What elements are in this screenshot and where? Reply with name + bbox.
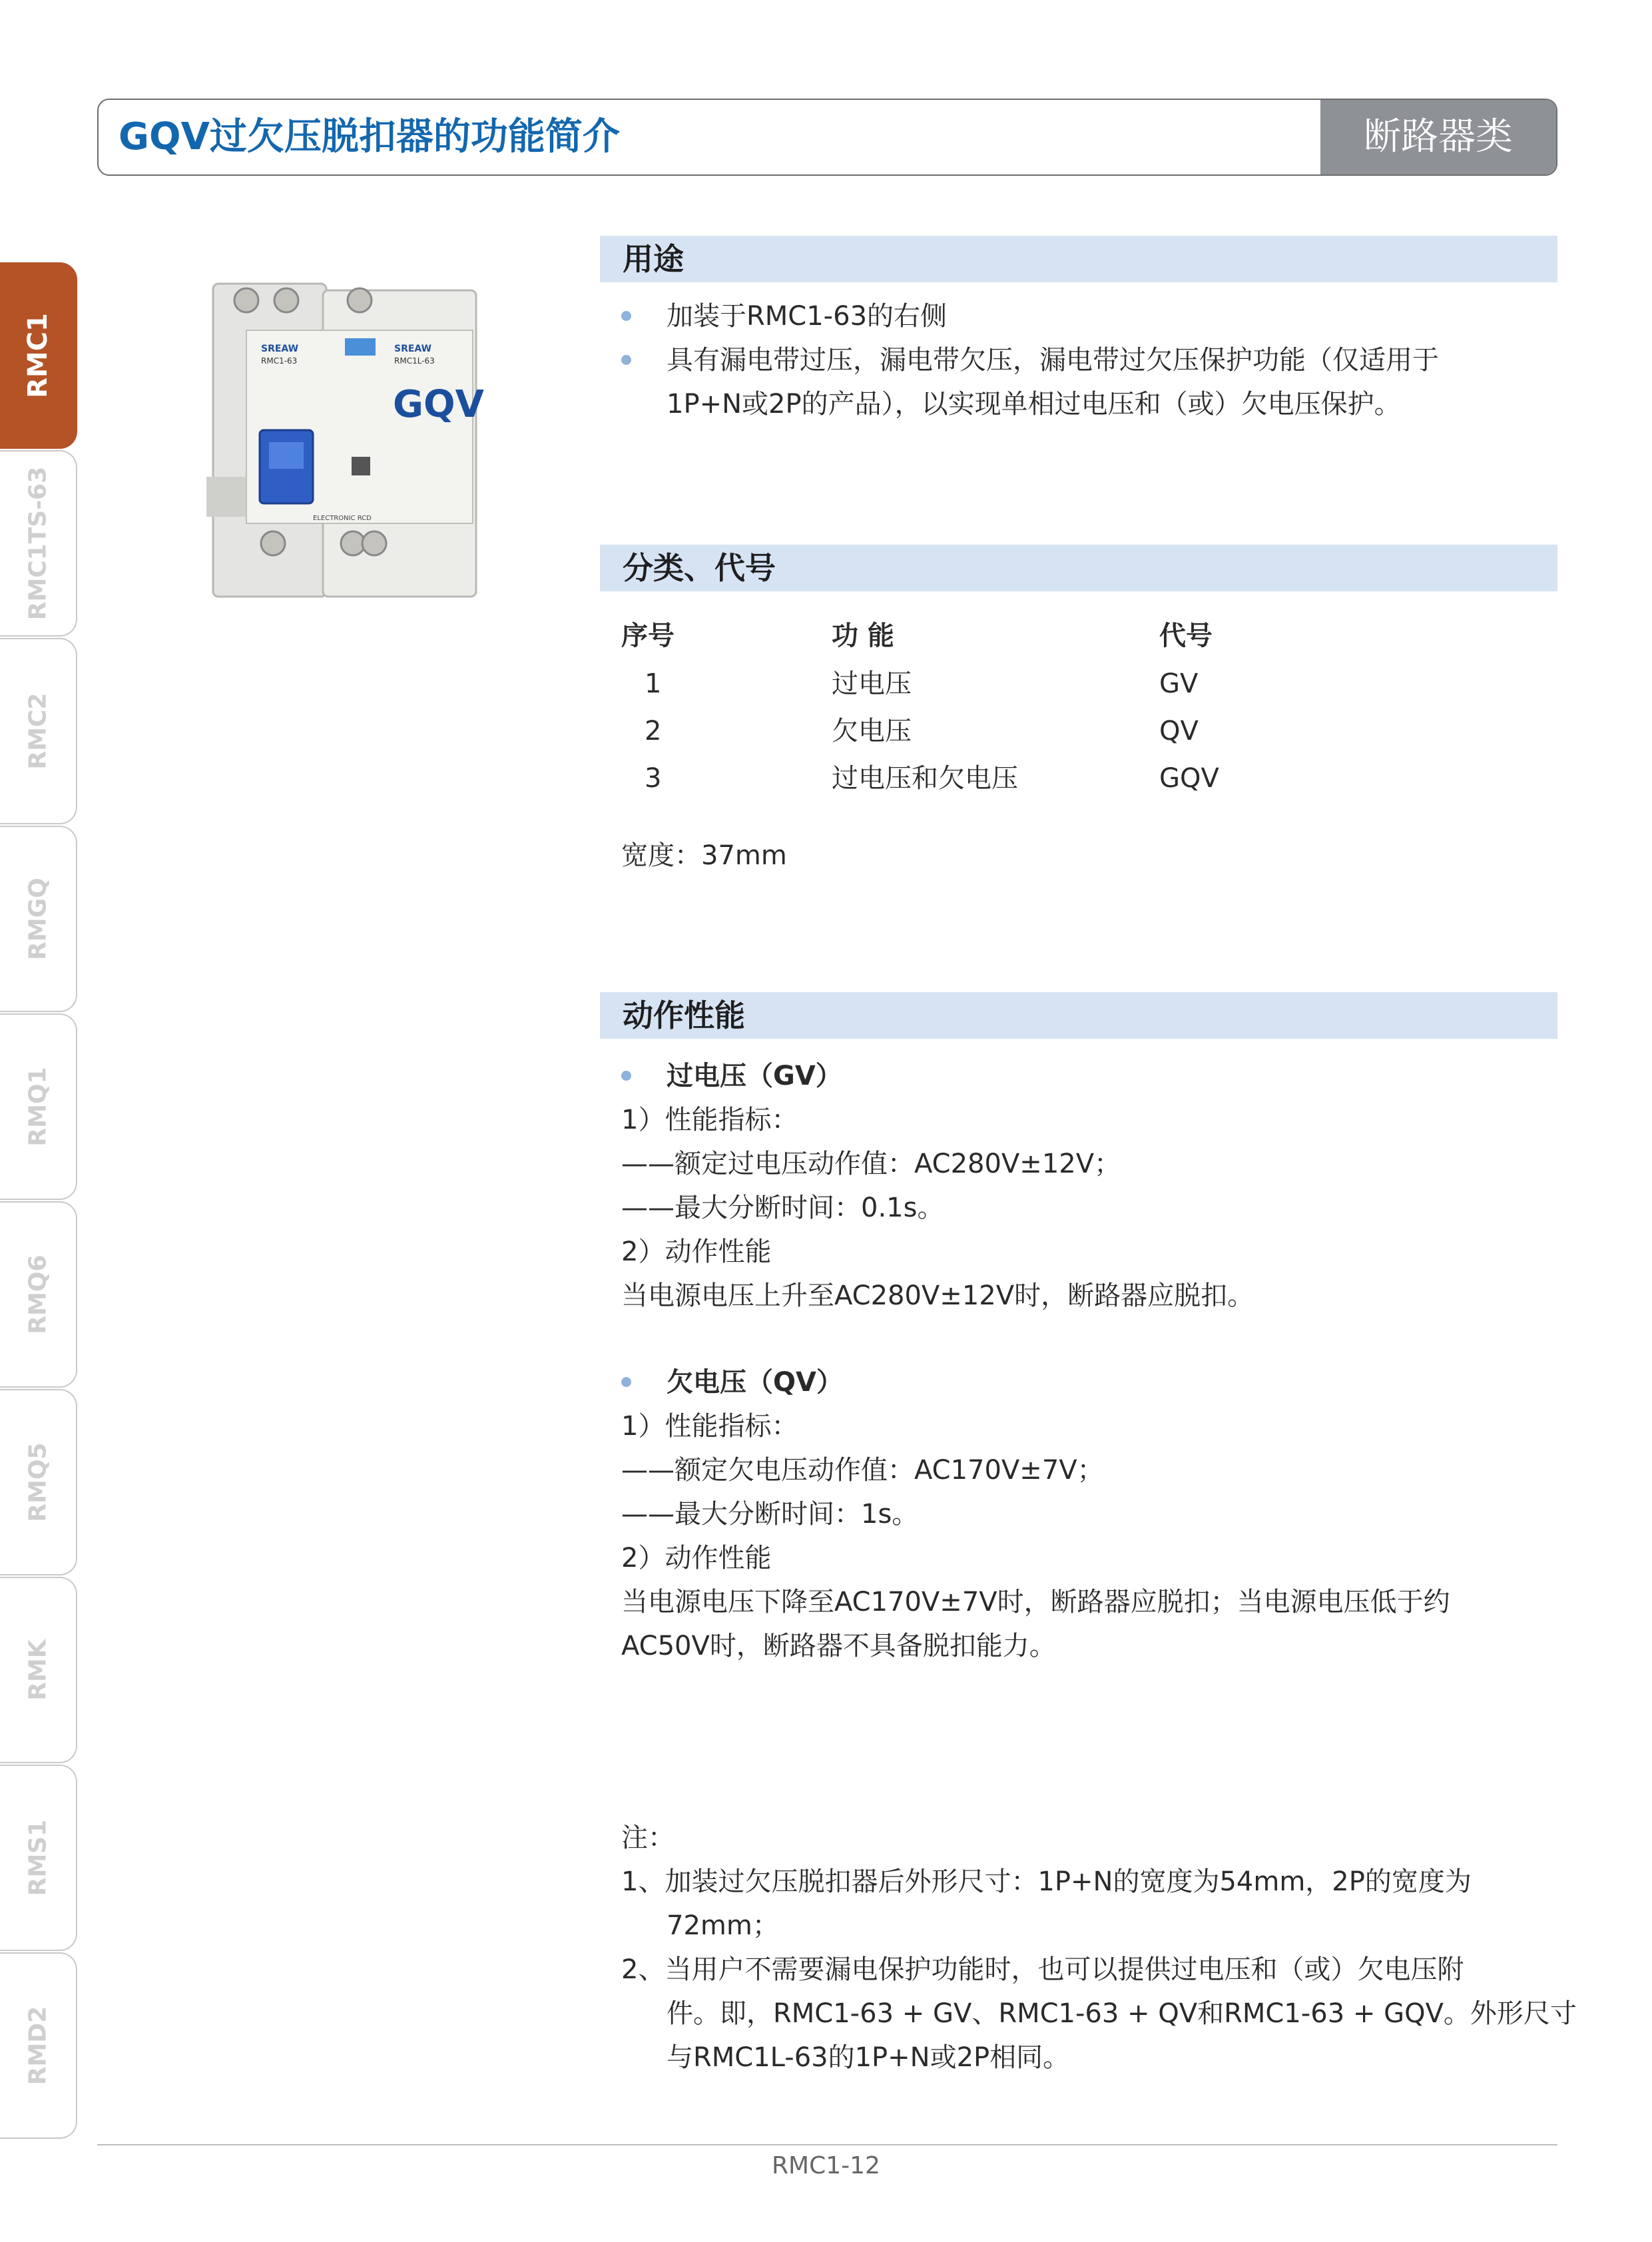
gv-title: 过电压（GV） bbox=[667, 1061, 842, 1091]
category-label: 断路器类 bbox=[1320, 100, 1556, 174]
tab-label: RMQ6 bbox=[24, 1255, 52, 1334]
usage-item-1: 加装于RMC1-63的右侧 bbox=[667, 301, 948, 332]
product-bottom-text: ELECTRONIC RCD bbox=[313, 515, 372, 522]
table-cell: 过电压 bbox=[832, 669, 912, 699]
qv-line: AC50V时，断路器不具备脱扣能力。 bbox=[621, 1631, 1056, 1661]
qv-line: 1）性能指标： bbox=[621, 1411, 798, 1442]
note-line: 件。即，RMC1-63 + GV、RMC1-63 + QV和RMC1-63 + GQV。外形尺寸 bbox=[667, 1998, 1577, 2029]
table-cell: 过电压和欠电压 bbox=[832, 763, 1018, 794]
tab-rmc1[interactable] bbox=[0, 262, 77, 449]
qv-title: 欠电压（QV） bbox=[667, 1367, 843, 1398]
gv-line: 1）性能指标： bbox=[621, 1105, 798, 1135]
tab-label: RMQ5 bbox=[24, 1442, 52, 1522]
tab-label: RMC1TS-63 bbox=[24, 466, 52, 621]
table-cell: 欠电压 bbox=[832, 716, 912, 746]
table-cell: 3 bbox=[645, 763, 662, 794]
product-model-left: RMC1-63 bbox=[261, 356, 298, 366]
table-cell: 1 bbox=[645, 669, 662, 699]
bullet-icon bbox=[621, 311, 631, 321]
tab-rmc1ts-63[interactable] bbox=[0, 450, 77, 637]
tab-label: RMK bbox=[24, 1639, 52, 1701]
gv-line: ——最大分断时间：0.1s。 bbox=[621, 1193, 944, 1223]
col-header-function: 功 能 bbox=[832, 621, 894, 651]
tab-rmq5[interactable] bbox=[0, 1389, 77, 1575]
table-cell: GQV bbox=[1159, 763, 1219, 794]
page-header bbox=[97, 99, 1557, 176]
tab-label: RMGQ bbox=[24, 878, 52, 960]
bullet-icon bbox=[621, 355, 631, 365]
gv-line: ——额定过电压动作值：AC280V±12V； bbox=[621, 1149, 1121, 1179]
usage-item-2: 具有漏电带过压，漏电带欠压，漏电带过欠压保护功能（仅适用于 bbox=[667, 345, 1439, 376]
table-cell: 2 bbox=[645, 716, 662, 746]
product-badge: GQV bbox=[393, 383, 484, 426]
tab-rmq6[interactable] bbox=[0, 1201, 77, 1388]
tab-rmk[interactable] bbox=[0, 1577, 77, 1763]
tab-rms1[interactable] bbox=[0, 1765, 77, 1951]
col-header-code: 代号 bbox=[1159, 621, 1213, 651]
performance-heading: 动作性能 bbox=[600, 992, 1557, 1039]
tab-label: RMC2 bbox=[24, 693, 52, 770]
table-cell: GV bbox=[1159, 669, 1199, 699]
note-line: 72mm； bbox=[667, 1910, 779, 1941]
tab-rmq1[interactable] bbox=[0, 1013, 77, 1200]
product-image bbox=[200, 264, 486, 617]
product-model-right: RMC1L-63 bbox=[394, 356, 435, 366]
note-line: 2、当用户不需要漏电保护功能时，也可以提供过电压和（或）欠电压附 bbox=[621, 1954, 1464, 1985]
bullet-icon bbox=[621, 1071, 631, 1081]
tab-label: RMC1 bbox=[23, 313, 53, 398]
note-line: 与RMC1L-63的1P+N或2P相同。 bbox=[667, 2042, 1070, 2073]
col-header-index: 序号 bbox=[621, 621, 675, 651]
qv-line: ——额定欠电压动作值：AC170V±7V； bbox=[621, 1455, 1104, 1486]
qv-line: ——最大分断时间：1s。 bbox=[621, 1499, 919, 1530]
tab-label: RMS1 bbox=[24, 1819, 52, 1896]
bullet-icon bbox=[621, 1377, 631, 1387]
note-line: 1、加装过欠压脱扣器后外形尺寸：1P+N的宽度为54mm，2P的宽度为 bbox=[621, 1866, 1472, 1897]
footer-divider bbox=[97, 2144, 1557, 2145]
table-cell: QV bbox=[1159, 716, 1199, 746]
tab-rmgq[interactable] bbox=[0, 826, 77, 1012]
notes-label: 注： bbox=[621, 1822, 675, 1853]
product-brand-right: SREAW bbox=[394, 344, 432, 354]
product-brand-left: SREAW bbox=[261, 344, 299, 354]
usage-heading: 用途 bbox=[600, 236, 1557, 282]
page-title: GQV过欠压脱扣器的功能简介 bbox=[119, 115, 620, 158]
tab-rmc2[interactable] bbox=[0, 638, 77, 824]
tab-label: RMD2 bbox=[24, 2006, 52, 2086]
gv-line: 2）动作性能 bbox=[621, 1237, 772, 1267]
page-number: RMC1-12 bbox=[772, 2152, 880, 2179]
tab-label: RMQ1 bbox=[24, 1067, 52, 1147]
classification-heading: 分类、代号 bbox=[600, 545, 1557, 591]
tab-rmd2[interactable] bbox=[0, 1952, 77, 2139]
width-spec: 宽度：37mm bbox=[621, 840, 787, 871]
qv-line: 2）动作性能 bbox=[621, 1543, 772, 1573]
gv-line: 当电源电压上升至AC280V±12V时，断路器应脱扣。 bbox=[621, 1280, 1254, 1311]
qv-line: 当电源电压下降至AC170V±7V时，断路器应脱扣；当电源电压低于约 bbox=[621, 1587, 1450, 1617]
usage-item-2-cont: 1P+N或2P的产品），以实现单相过电压和（或）欠电压保护。 bbox=[667, 389, 1401, 420]
